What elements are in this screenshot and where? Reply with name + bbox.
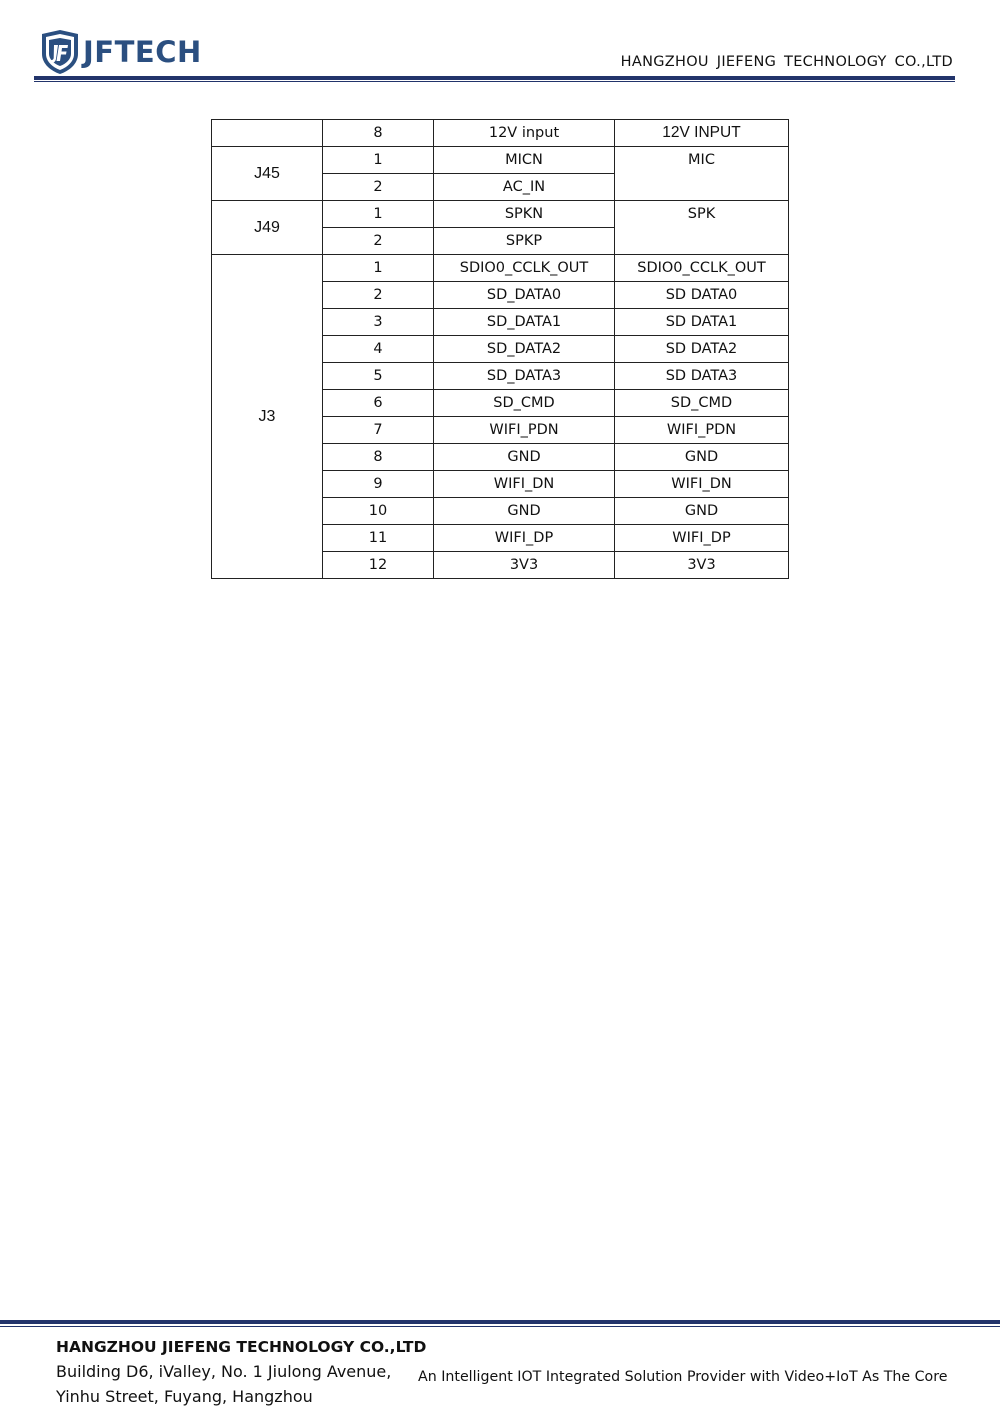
pin-cell: 1 (323, 201, 434, 228)
table-row (212, 255, 789, 282)
footer-address-line1: Building D6, iValley, No. 1 Jiulong Avenue, (56, 1362, 392, 1381)
function-cell: SPK (615, 201, 789, 255)
jf-shield-logo-icon (38, 28, 82, 76)
pin-cell: 2 (323, 174, 434, 201)
function-cell: WIFI_PDN (615, 417, 789, 444)
signal-cell: 3V3 (434, 552, 615, 579)
signal-cell: SPKP (434, 228, 615, 255)
pin-cell: 12 (323, 552, 434, 579)
signal-cell: 12V input (434, 120, 615, 147)
header-divider-thin (34, 81, 955, 82)
table-row (212, 147, 789, 174)
footer-address-line2: Yinhu Street, Fuyang, Hangzhou (56, 1387, 313, 1406)
footer-company-name: HANGZHOU JIEFENG TECHNOLOGY CO.,LTD (56, 1338, 427, 1356)
pin-cell: 3 (323, 309, 434, 336)
function-cell: 12V INPUT (615, 120, 789, 147)
connector-cell: J45 (212, 147, 323, 201)
function-cell: SD DATA3 (615, 363, 789, 390)
signal-cell: SD_DATA2 (434, 336, 615, 363)
logo-wordmark: JFTECH (83, 35, 202, 69)
signal-cell: SD_DATA0 (434, 282, 615, 309)
pin-cell: 9 (323, 471, 434, 498)
signal-cell: SDIO0_CCLK_OUT (434, 255, 615, 282)
pin-cell: 2 (323, 228, 434, 255)
function-cell: WIFI_DN (615, 471, 789, 498)
pin-definition-table (211, 119, 789, 579)
signal-cell: SD_DATA1 (434, 309, 615, 336)
function-cell: 3V3 (615, 552, 789, 579)
header-divider (34, 76, 955, 80)
signal-cell: SD_DATA3 (434, 363, 615, 390)
function-cell: GND (615, 444, 789, 471)
function-cell: SD DATA2 (615, 336, 789, 363)
function-cell: SD DATA1 (615, 309, 789, 336)
signal-cell: MICN (434, 147, 615, 174)
signal-cell: WIFI_DN (434, 471, 615, 498)
function-cell: WIFI_DP (615, 525, 789, 552)
pin-cell: 1 (323, 147, 434, 174)
signal-cell: GND (434, 444, 615, 471)
pin-cell: 4 (323, 336, 434, 363)
signal-cell: WIFI_DP (434, 525, 615, 552)
pin-cell: 11 (323, 525, 434, 552)
signal-cell: SPKN (434, 201, 615, 228)
table-row (212, 120, 789, 147)
pin-cell: 2 (323, 282, 434, 309)
connector-cell: J3 (212, 255, 323, 579)
table-row (212, 201, 789, 228)
pin-cell: 1 (323, 255, 434, 282)
pin-cell: 5 (323, 363, 434, 390)
connector-cell: J49 (212, 201, 323, 255)
footer-divider-thin (0, 1326, 1000, 1327)
footer-divider (0, 1320, 1000, 1324)
pin-cell: 8 (323, 444, 434, 471)
company-logo (38, 28, 202, 76)
function-cell: SD_CMD (615, 390, 789, 417)
connector-cell (212, 120, 323, 147)
pin-cell: 7 (323, 417, 434, 444)
pin-cell: 10 (323, 498, 434, 525)
header-company-name: HANGZHOU JIEFENG TECHNOLOGY CO.,LTD (620, 54, 953, 70)
pin-cell: 8 (323, 120, 434, 147)
signal-cell: AC_IN (434, 174, 615, 201)
pin-cell: 6 (323, 390, 434, 417)
function-cell: MIC (615, 147, 789, 201)
function-cell: SD DATA0 (615, 282, 789, 309)
function-cell: GND (615, 498, 789, 525)
signal-cell: GND (434, 498, 615, 525)
function-cell: SDIO0_CCLK_OUT (615, 255, 789, 282)
signal-cell: WIFI_PDN (434, 417, 615, 444)
footer-slogan: An Intelligent IOT Integrated Solution Provider with Video+IoT As The Core (418, 1369, 948, 1385)
signal-cell: SD_CMD (434, 390, 615, 417)
